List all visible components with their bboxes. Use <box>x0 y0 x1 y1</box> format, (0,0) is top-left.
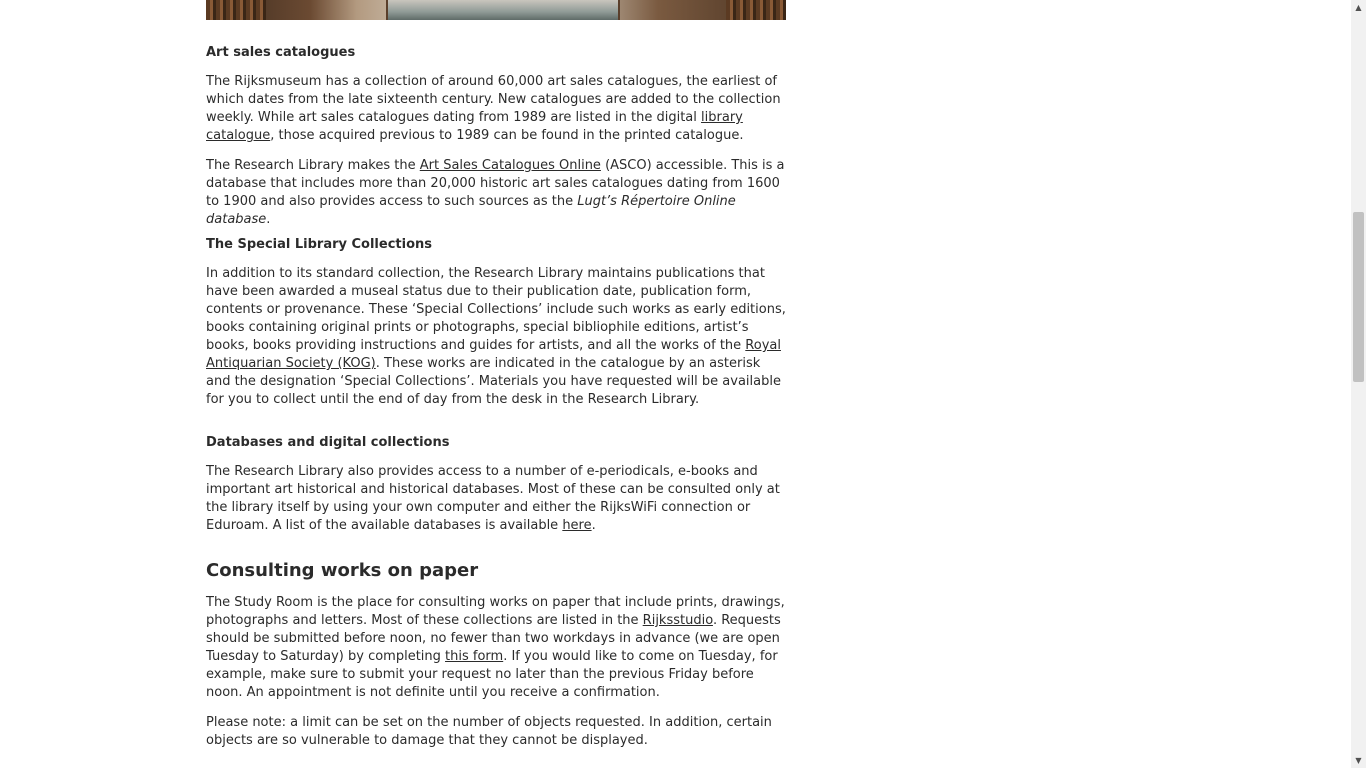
bookshelf-left <box>206 0 266 20</box>
asco-link[interactable]: Art Sales Catalogues Online <box>419 158 601 173</box>
heading-databases: Databases and digital collections <box>206 435 450 450</box>
library-hall <box>386 0 620 20</box>
kog-link[interactable]: Royal Antiquarian Society (KOG) <box>206 338 781 371</box>
rijksstudio-link[interactable]: Rijksstudio <box>642 613 713 628</box>
heading-art-sales-catalogues: Art sales catalogues <box>206 45 356 60</box>
library-catalogue-link[interactable]: library catalogue <box>206 110 743 143</box>
databases-paragraph: The Research Library also provides access to a number of e-periodicals, e-books and important art historical and historical databases. Most of these can be consulted only at the library itself by using your own computer and either the RijksWiFi connection or Eduroam. A list of the available databases is available here. <box>206 464 780 533</box>
page-scrollbar[interactable] <box>1351 0 1366 768</box>
heading-special-library-collections: The Special Library Collections <box>206 237 433 252</box>
art-sales-paragraph-1: The Rijksmuseum has a collection of around 60,000 art sales catalogues, the earliest of which dates from the late sixteenth century. New catalogues are added to the collection weekly. While art sales catalogues dating from 1989 are listed in the digital library catalogue, those acquired previous to 1989 can be found in the printed catalogue. <box>206 74 781 143</box>
library-photo <box>206 0 786 20</box>
heading-consulting-works-on-paper: Consulting works on paper <box>206 560 479 581</box>
special-collections-paragraph: In addition to its standard collection, the Research Library maintains publications that have been awarded a museal status due to their publication date, publication form, contents or provenance. These ‘Special Collections’ include such works as early editions, books containing original prints or photographs, special bibliophile editions, artist’s books, books providing instructions and guides for artists, and all the works of the Royal Antiquarian Society (KOG). These works are indicated in the catalogue by an asterisk and the designation ‘Special Collections’. Materials you have requested will be available for you to collect until the end of day from the desk in the Research Library. <box>206 266 786 407</box>
scroll-thumb[interactable] <box>1353 212 1364 382</box>
scroll-up-icon[interactable]: ▲ <box>1355 3 1362 12</box>
art-sales-paragraph-2: The Research Library makes the Art Sales Catalogues Online (ASCO) accessible. This is a database that includes more than 20,000 historic art sales catalogues dating from 1600 to 1900 and also provides access to such sources as the Lugt’s Répertoire Online database. <box>206 158 785 227</box>
scroll-down-icon[interactable]: ▼ <box>1355 756 1362 765</box>
consulting-paragraph-1: The Study Room is the place for consulting works on paper that include prints, drawings, photographs and letters. Most of these collections are listed in the Rijksstudio. Requests should be submitted before noon, no fewer than two workdays in advance (we are open Tuesday to Saturday) by completing this form. If you would like to come on Tuesday, for example, make sure to submit your request no later than the previous Friday before noon. An appointment is not definite until you receive a confirmation. <box>206 595 785 700</box>
consulting-paragraph-2: Please note: a limit can be set on the number of objects requested. In addition, certain objects are so vulnerable to damage that they cannot be displayed. <box>206 715 772 748</box>
bookshelf-right <box>726 0 786 20</box>
databases-here-link[interactable]: here <box>562 518 592 533</box>
this-form-link[interactable]: this form <box>445 649 504 664</box>
